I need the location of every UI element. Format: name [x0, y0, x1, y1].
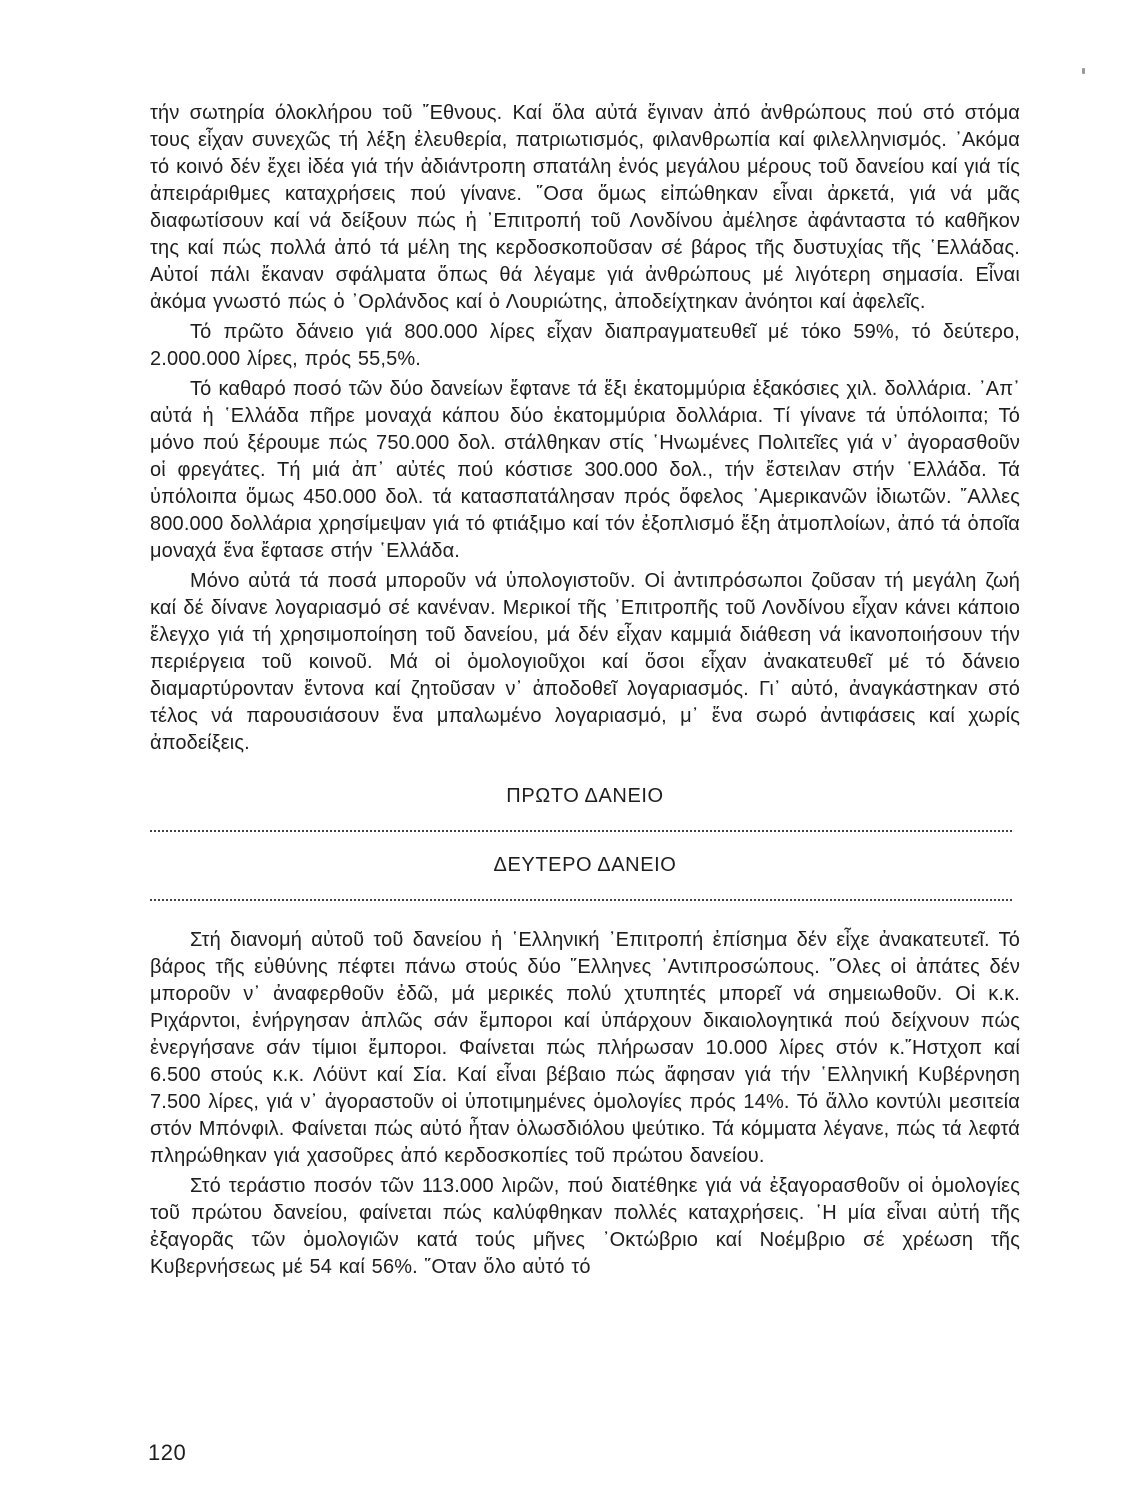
scan-speck: [1082, 68, 1085, 74]
spacer: [150, 901, 1020, 927]
paragraph-salvation-of-nation: τήν σωτηρία όλοκλήρου τοῦ ῎Εθνους. Καί ὅλα αὐτά ἔγιναν ἀπό ἀνθρώπους πού στό στόμα τους εἶχαν συνεχῶς τή λέξη ἐλευθερία, πατριωτισμός, φιλανθρωπία καί φιλελληνισμός. ᾿Ακόμα τό κοινό δέν ἔχει ἰδέα γιά τήν ἀδιάντροπη σπατάλη ἑνός μεγάλου μέρους τοῦ δανείου καί γιά τίς ἀπειράριθμες καταχρήσεις πού γίνανε. ῞Οσα ὅμως εἰπώθηκαν εἶναι ἀρκετά, γιά νά μᾶς διαφωτίσουν καί νά δείξουν πώς ἡ ᾿Επιτροπή τοῦ Λονδίνου ἀμέλησε ἀφάνταστα τό καθῆκον της καί πώς πολλά ἀπό τά μέλη της κερδοσκοποῦσαν σέ βάρος τῆς δυστυχίας τῆς ῾Ελλάδας. Αὐτοί πάλι ἔκαναν σφάλματα ὅπως θά λέγαμε γιά ἀνθρώπους μέ λιγότερη σημασία. Εἶναι ἀκόμα γνωστό πώς ὁ ᾿Ορλάνδος καί ὁ Λουριώτης, ἀποδείχτηκαν ἀνόητοι καί ἀφελεῖς.: [150, 102, 1020, 313]
paragraph-first-loan-terms: Τό πρῶτο δάνειο γιά 800.000 λίρες εἶχαν διαπραγματευθεῖ μέ τόκο 59%, τό δεύτερο, 2.000.000 λίρες, πρός 55,5%.: [150, 321, 1020, 370]
heading-first-loan: ΠΡΩΤΟ ΔΑΝΕΙΟ: [506, 785, 664, 807]
paragraph-net-amount: Τό καθαρό ποσό τῶν δύο δανείων ἔφτανε τά ἕξι ἑκατομμύρια ἑξακόσιες χιλ. δολλάρια. ᾿Απ᾿ αὐτά ἡ ῾Ελλάδα πῆρε μοναχά κάπου δύο ἑκατομμύρια δολλάρια. Τί γίνανε τά ὑπόλοιπα; Τό μόνο πού ξέρουμε πώς 750.000 δολ. στάλθηκαν στίς ῾Ηνωμένες Πολιτεῖες γιά ν᾿ ἀγορασθοῦν οἱ φρεγάτες. Τή μιά ἀπ᾿ αὐτές πού κόστισε 300.000 δολ., τήν ἔστειλαν στήν ῾Ελλάδα. Τά ὑπόλοιπα ὅμως 450.000 δολ. τά κατασπατάλησαν πρός ὄφελος ᾿Αμερικανῶν ἰδιωτῶν. ῎Αλλες 800.000 δολλάρια χρησίμεψαν γιά τό φτιάξιμο καί τόν ἐξοπλισμό ἔξη ἀτμοπλοίων, ἀπό τά ὁποῖα μοναχά ἕνα ἔφτασε στήν ῾Ελλάδα.: [150, 378, 1020, 562]
dotted-separator-first: [150, 810, 1012, 832]
page-number: 120: [148, 1440, 187, 1465]
paragraph-accounts: Μόνο αὐτά τά ποσά μποροῦν νά ὑπολογιστοῦν. Οἱ ἀντιπρόσωποι ζοῦσαν τή μεγάλη ζωή καί δέ δίνανε λογαριασμό σέ κανέναν. Μερικοί τῆς ᾿Επιτροπῆς τοῦ Λονδίνου εἶχαν κάνει κάποιο ἔλεγχο γιά τή χρησιμοποίηση τοῦ δανείου, μά δέν εἶχαν καμμιά διάθεση νά ἱκανοποιήσουν τήν περιέργεια τοῦ κοινοῦ. Μά οἱ ὁμολογιοῦχοι καί ὅσοι εἶχαν ἀνακατευθεῖ μέ τό δάνειο διαμαρτύρονταν ἔντονα καί ζητοῦσαν ν᾿ ἀποδοθεῖ λογαριασμός. Γι᾿ αὐτό, ἀναγκάστηκαν στό τέλος νά παρουσιάσουν ἕνα μπαλωμένο λογαριασμό, μ᾿ ἕνα σωρό ἀντιφάσεις καί χωρίς ἀποδείξεις.: [150, 570, 1020, 754]
dotted-separator-second: [150, 879, 1012, 901]
paragraph-second-loan-distribution: Στή διανομή αὐτοῦ τοῦ δανείου ἡ ῾Ελληνική ᾿Επιτροπή ἐπίσημα δέν εἶχε ἀνακατευτεῖ. Τό βάρος τῆς εὐθύνης πέφτει πάνω στούς δύο ῞Ελληνες ᾿Αντιπροσώπους. ῞Ολες οἱ ἀπάτες δέν μποροῦν ν᾿ ἀναφερθοῦν ἐδῶ, μά μερικές πολύ χτυπητές μπορεῖ νά σημειωθοῦν. Οἱ κ.κ. Ριχάρντοι, ἐνήργησαν ἁπλῶς σάν ἔμποροι καί ὑπάρχουν δικαιολογητικά πού δείχνουν πώς ἐνεργήσανε σάν τίμιοι ἔμποροι. Φαίνεται πώς πλήρωσαν 10.000 λίρες στόν κ.῞Ηστχοπ καί 6.500 στούς κ.κ. Λόϋντ καί Σία. Καί εἶναι βέβαιο πώς ἄφησαν γιά τήν ῾Ελληνική Κυβέρνηση 7.500 λίρες, γιά ν᾿ ἀγοραστοῦν οἱ ὑποτιμημένες ὁμολογίες πρός 14%. Τό ἄλλο κοντύλι μεσιτεία στόν Μπόνφιλ. Φαίνεται πώς αὐτό ἦταν ὁλωσδιόλου ψεύτικο. Τά κόμματα λέγανε, πώς τά λεφτά πληρώθηκαν γιά χασοῦρες ἀπό κερδοσκοπίες τοῦ πρώτου δανείου.: [150, 929, 1020, 1167]
spacer: [150, 757, 1020, 783]
spacer: [150, 832, 1020, 852]
page-body: [150, 100, 1020, 1281]
heading-second-loan: ΔΕΥΤΕΡΟ ΔΑΝΕΙΟ: [493, 854, 677, 876]
paragraph-bond-buyback: Στό τεράστιο ποσόν τῶν 113.000 λιρῶν, πού διατέθηκε γιά νά ἐξαγορασθοῦν οἱ ὁμολογίες τοῦ πρώτου δανείου, φαίνεται πώς καλύφθηκαν πολλές καταχρήσεις. ῾Η μία εἶναι αὐτή τῆς ἐξαγορᾶς τῶν ὁμολογιῶν κατά τούς μῆνες ᾿Οκτώβριο καί Νοέμβριο σέ χρέωση τῆς Κυβερνήσεως μέ 54 καί 56%. ῞Οταν ὅλο αὐτό τό: [150, 1175, 1020, 1278]
